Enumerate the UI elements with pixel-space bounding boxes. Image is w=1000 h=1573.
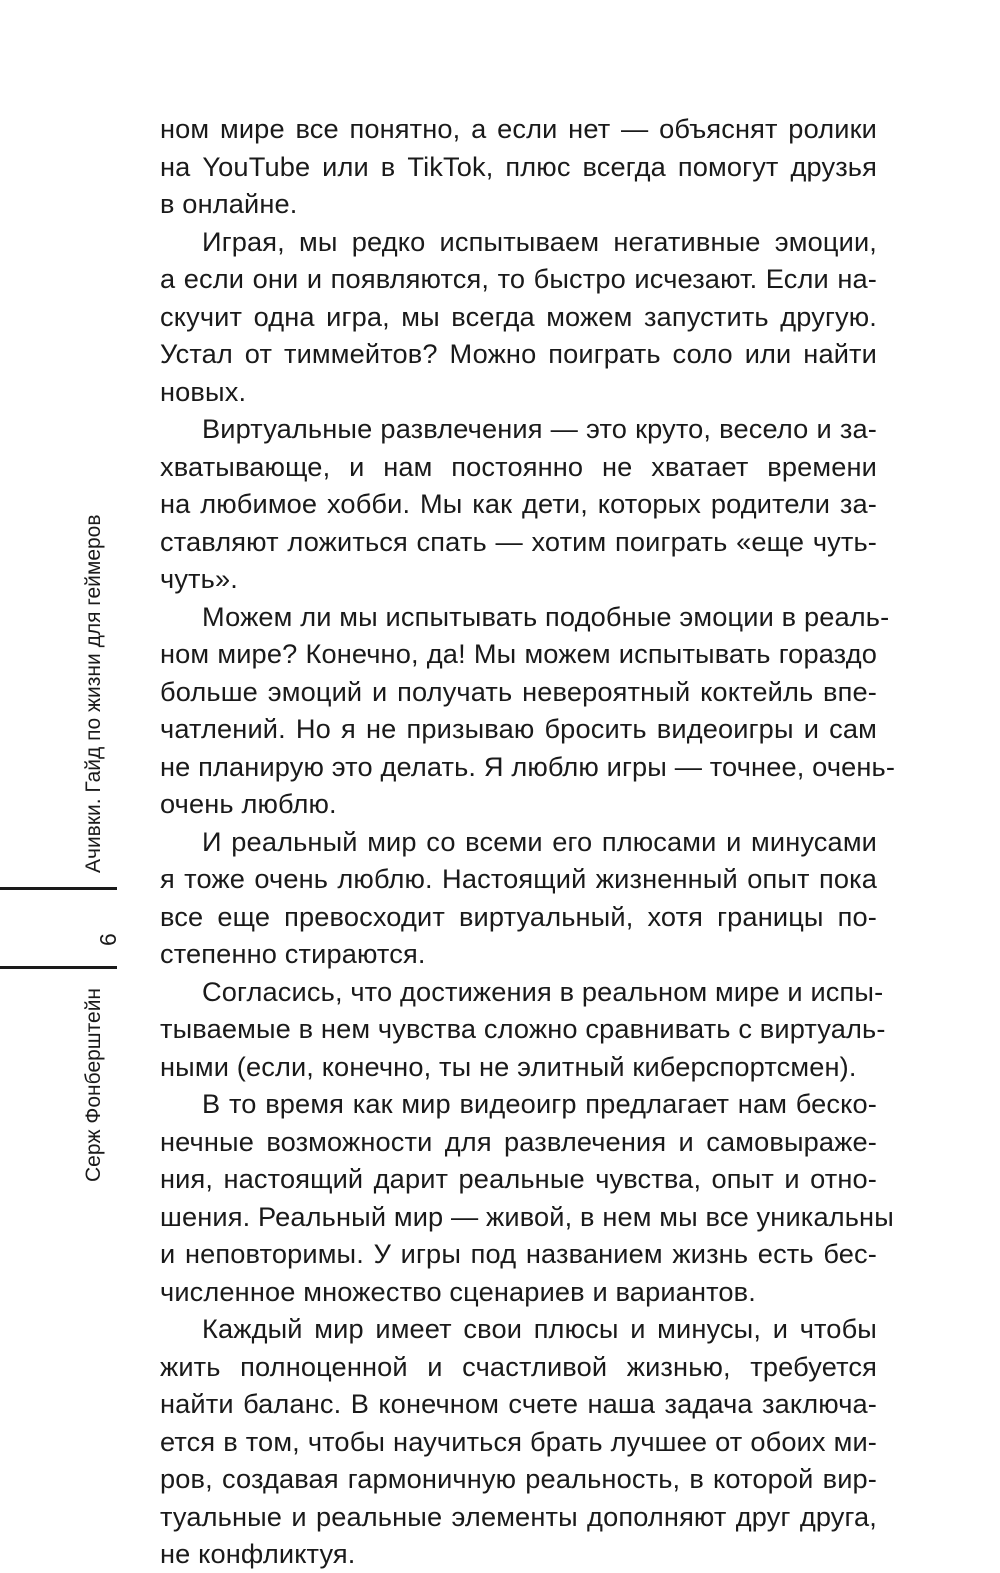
- text-line: и неповторимы. У игры под названием жизнь есть бес-: [160, 1238, 877, 1269]
- text-line: шения. Реальный мир — живой, в нем мы все уникальны: [160, 1200, 894, 1232]
- text-line: скучит одна игра, мы всегда можем запустить другую.: [160, 300, 877, 332]
- text-line: я тоже очень люблю. Настоящий жизненный опыт пока: [160, 863, 877, 894]
- text-line: на любимое хобби. Мы как дети, которых родители за-: [160, 488, 877, 519]
- text-line: ном мире? Конечно, да! Мы можем испытывать гораздо: [160, 638, 877, 669]
- text-line: больше эмоций и получать невероятный коктейль впе-: [160, 675, 877, 707]
- margin-rule-bottom: [0, 966, 117, 969]
- text-line: чатлений. Но я не призываю бросить видеоигры и сам: [160, 713, 877, 744]
- text-line: Каждый мир имеет свои плюсы и минусы, и чтобы: [202, 1313, 877, 1344]
- text-line: хватывающе, и нам постоянно не хватает времени: [160, 450, 877, 482]
- text-line: ния, настоящий дарит реальные чувства, опыт и отно-: [160, 1163, 877, 1194]
- text-line: ными (если, конечно, ты не элитный киберспортсмен).: [160, 1050, 857, 1082]
- text-line: все еще превосходит виртуальный, хотя границы по-: [160, 900, 877, 932]
- running-head-book-title: Ачивки. Гайд по жизни для геймеров: [82, 514, 105, 873]
- text-line: в онлайне.: [160, 188, 298, 219]
- margin-rule-top: [0, 887, 117, 890]
- text-line: не планирую это делать. Я люблю игры — точнее, очень-: [160, 750, 896, 782]
- text-line: Можем ли мы испытывать подобные эмоции в реаль-: [202, 600, 890, 632]
- text-line: Виртуальные развлечения — это круто, весело и за-: [202, 413, 877, 444]
- text-line: И реальный мир со всеми его плюсами и минусами: [202, 825, 877, 857]
- text-line: очень люблю.: [160, 788, 337, 819]
- text-line: Играя, мы редко испытываем негативные эмоции,: [202, 225, 877, 257]
- text-line: ном мире все понятно, а если нет — объяснят ролики: [160, 113, 877, 144]
- text-line: туальные и реальные элементы дополняют друг друга,: [160, 1500, 877, 1532]
- body-text: [160, 110, 896, 1573]
- text-line: а если они и появляются, то быстро исчезают. Если на-: [160, 263, 877, 294]
- running-head-author: Серж Фонберштейн: [82, 987, 105, 1182]
- text-line: не конфликтуя.: [160, 1538, 356, 1569]
- text-line: В то время как мир видеоигр предлагает нам беско-: [202, 1088, 877, 1119]
- text-line: чуть».: [160, 563, 238, 594]
- text-line: тываемые в нем чувства сложно сравнивать с виртуаль-: [160, 1013, 886, 1044]
- text-line: жить полноценной и счастливой жизнью, требуется: [160, 1350, 877, 1382]
- text-line: численное множество сценариев и вариантов.: [160, 1275, 756, 1307]
- text-line: Согласись, что достижения в реальном мире и испы-: [202, 975, 884, 1007]
- text-line: ров, создавая гармоничную реальность, в которой вир-: [160, 1463, 877, 1494]
- text-line: ставляют ложиться спать — хотим поиграть «еще чуть-: [160, 525, 877, 557]
- text-line: ется в том, чтобы научиться брать лучшее от обоих ми-: [160, 1425, 877, 1457]
- text-line: новых.: [160, 375, 247, 407]
- text-line: Устал от тиммейтов? Можно поиграть соло или найти: [160, 338, 877, 369]
- text-line: нечные возможности для развлечения и самовыраже-: [160, 1125, 877, 1157]
- text-line: на YouTube или в TikTok, плюс всегда помогут друзья: [160, 150, 877, 182]
- text-line: найти баланс. В конечном счете наша задача заключа-: [160, 1388, 877, 1419]
- page-number: 6: [95, 933, 121, 946]
- text-line: степенно стираются.: [160, 938, 426, 969]
